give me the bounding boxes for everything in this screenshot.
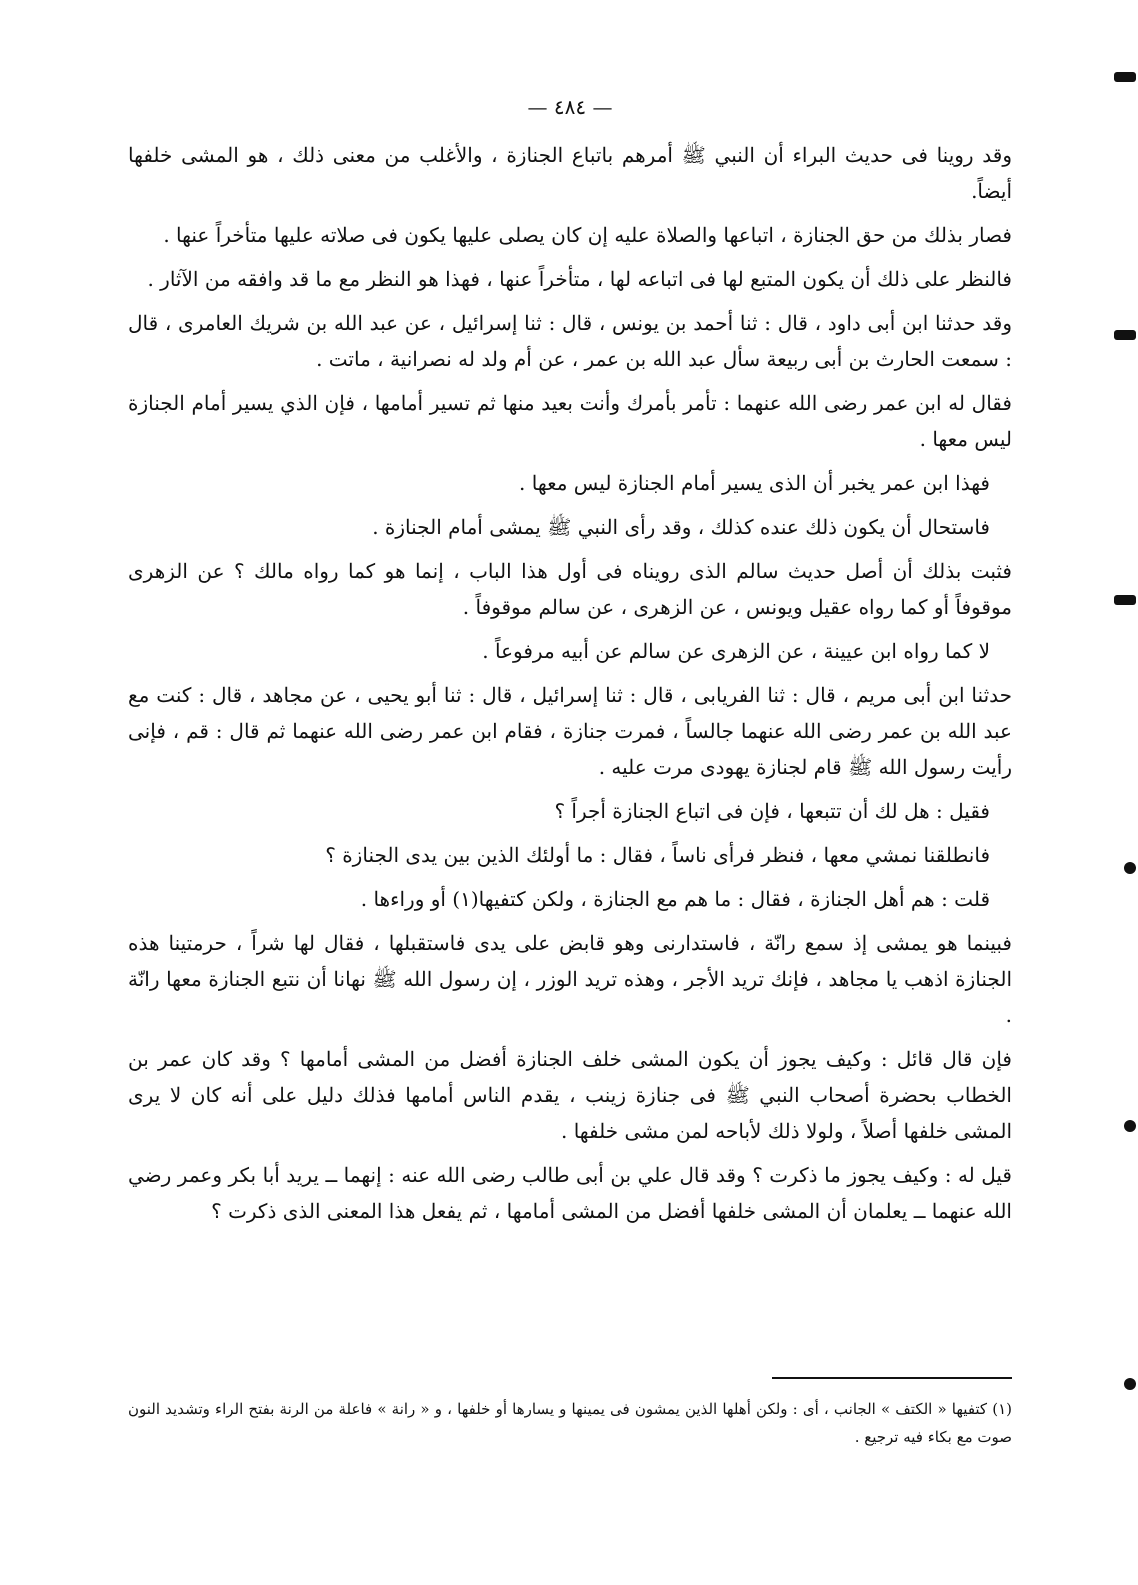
paragraph-8: فثبت بذلك أن أصل حديث سالم الذى رويناه فى أول هذا الباب ، إنما هو كما رواه مالك ؟ عن الزهرى موقوفاً أو كما رواه عقيل ويونس ، عن الزهرى ، عن سالم موقوفاً . — [128, 559, 1012, 619]
paragraph-3: فالنظر على ذلك أن يكون المتبع لها فى اتباعه لها ، متأخراً عنها ، فهذا هو النظر مع ما قد وافقه من الآثار . — [147, 267, 1012, 291]
paragraph-7: فاستحال أن يكون ذلك عنده كذلك ، وقد رأى النبي ﷺ يمشى أمام الجنازة . — [372, 515, 990, 539]
scan-edge-mark — [1114, 72, 1136, 82]
paragraph-11: فقيل : هل لك أن تتبعها ، فإن فى اتباع الجنازة أجراً ؟ — [554, 799, 990, 823]
scan-edge-mark — [1124, 1120, 1136, 1132]
paragraph-1: وقد روينا فى حديث البراء أن النبي ﷺ أمرهم باتباع الجنازة ، والأغلب من معنى ذلك ، هو المشى خلفها أيضاً. — [128, 143, 1012, 203]
scan-edge-mark — [1114, 595, 1136, 605]
page-number: — ٤٨٤ — — [527, 95, 613, 119]
scan-edge-mark — [1124, 862, 1136, 874]
footnote-divider — [772, 1377, 1012, 1379]
paragraph-4: وقد حدثنا ابن أبى داود ، قال : ثنا أحمد بن يونس ، قال : ثنا إسرائيل ، عن عبد الله بن شريك العامرى ، قال : سمعت الحارث بن أبى ربيعة سأل عبد الله بن عمر ، عن أم ولد له نصرانية ، ماتت . — [128, 311, 1012, 371]
paragraph-5: فقال له ابن عمر رضى الله عنهما : تأمر بأمرك وأنت بعيد منها ثم تسير أمامها ، فإن الذي يسير أمام الجنازة ليس معها . — [128, 391, 1012, 451]
paragraph-2: فصار بذلك من حق الجنازة ، اتباعها والصلاة عليه إن كان يصلى عليها يكون فى صلاته عليها متأخراً عنها . — [163, 223, 1012, 247]
paragraph-13: قلت : هم أهل الجنازة ، فقال : ما هم مع الجنازة ، ولكن كتفيها(١) أو وراءها . — [360, 887, 990, 911]
paragraph-9: لا كما رواه ابن عيينة ، عن الزهرى عن سالم عن أبيه مرفوعاً . — [482, 639, 990, 663]
paragraph-14: فبينما هو يمشى إذ سمع رانّة ، فاستدارنى وهو قابض على يدى فاستقبلها ، فقال لها شراً ، حرمتينا هذه الجنازة اذهب يا مجاهد ، فإنك تريد الأجر ، وهذه تريد الوزر ، إن رسول الله ﷺ نهانا أن نتبع الجنازة معها رانّة . — [128, 931, 1012, 1027]
paragraph-15: فإن قال قائل : وكيف يجوز أن يكون المشى خلف الجنازة أفضل من المشى أمامها ؟ وقد كان عمر بن الخطاب بحضرة أصحاب النبي ﷺ فى جنازة زينب ، يقدم الناس أمامها فذلك دليل على أنه كان لا يرى المشى خلفها أصلاً ، ولولا ذلك لأباحه لمن مشى خلفها . — [128, 1047, 1012, 1143]
paragraph-10: حدثنا ابن أبى مريم ، قال : ثنا الفريابى ، قال : ثنا إسرائيل ، قال : ثنا أبو يحيى ، عن مجاهد ، قال : كنت مع عبد الله بن عمر رضى الله عنهما جالساً ، فمرت جنازة ، فقام ابن عمر رضى الله عنهما ثم قال : قم ، فإنى رأيت رسول الله ﷺ قام لجنازة يهودى مرت عليه . — [128, 683, 1012, 779]
paragraph-12: فانطلقنا نمشي معها ، فنظر فرأى ناساً ، فقال : ما أولئك الذين بين يدى الجنازة ؟ — [325, 843, 990, 867]
document-page — [128, 95, 1012, 1495]
footnote: (١) كتفيها « الكتف » الجانب ، أى : ولكن أهلها الذين يمشون فى يمينها و يسارها أو خلفها ، و « رانة » فاعلة من الرنة بفتح الراء وتشديد النون صوت مع بكاء فيه ترجيع . — [128, 1400, 1012, 1446]
paragraph-6: فهذا ابن عمر يخبر أن الذى يسير أمام الجنازة ليس معها . — [519, 471, 990, 495]
scan-edge-mark — [1114, 330, 1136, 340]
scan-edge-mark — [1124, 1378, 1136, 1390]
paragraph-16: قيل له : وكيف يجوز ما ذكرت ؟ وقد قال علي بن أبى طالب رضى الله عنه : إنهما ــ يريد أبا بكر وعمر رضي الله عنهما ــ يعلمان أن المشى خلفها أفضل من المشى أمامها ، ثم يفعل هذا المعنى الذى ذكرت ؟ — [128, 1163, 1012, 1223]
